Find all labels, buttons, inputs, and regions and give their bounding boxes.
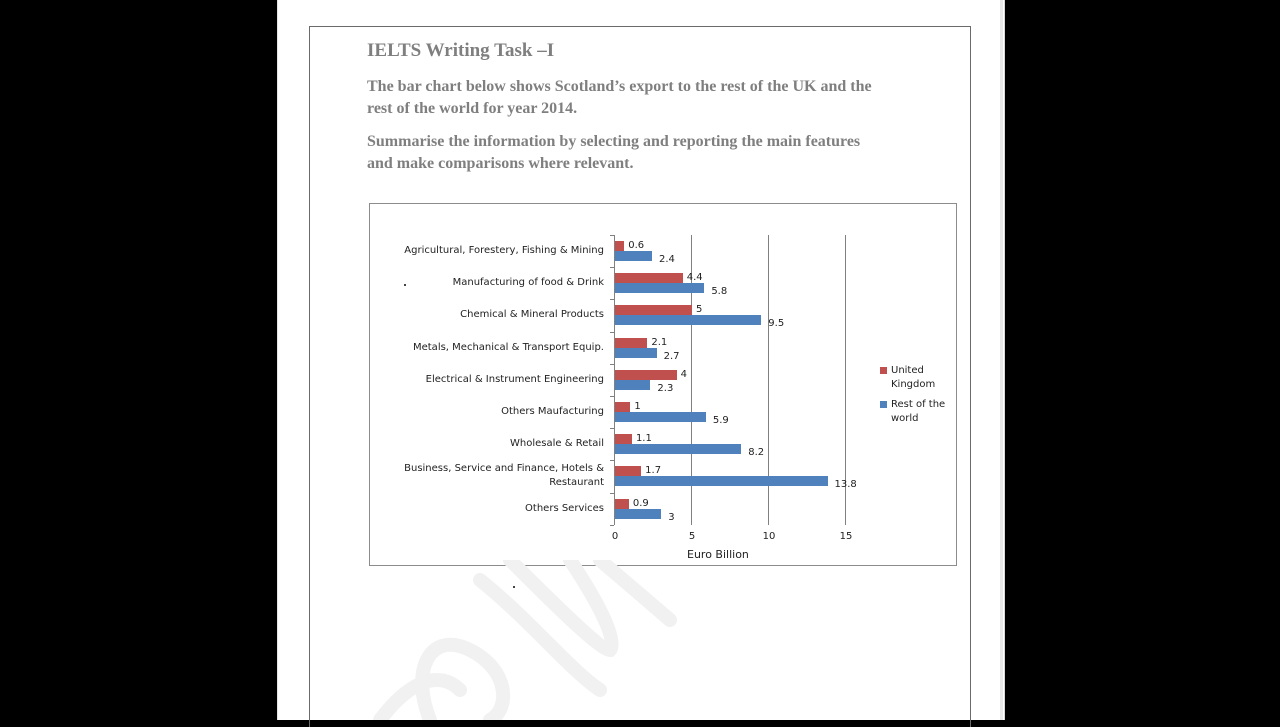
y-axis-tick (610, 396, 614, 397)
category-label: Wholesale & Retail (510, 438, 604, 450)
bar-world (615, 348, 657, 358)
y-axis-tick (610, 332, 614, 333)
x-tick-label: 15 (839, 530, 853, 542)
data-label: 9.5 (768, 318, 785, 330)
data-label: 2.4 (658, 254, 675, 265)
task-instruction-line: and make comparisons where relevant. (367, 155, 634, 172)
legend-swatch-world (880, 401, 887, 408)
y-axis-tick (610, 493, 614, 494)
bar-uk (615, 241, 624, 251)
y-axis-tick (610, 525, 614, 526)
data-label: 0.6 (628, 240, 645, 251)
data-label: 4 (680, 368, 687, 380)
task-instruction-line: Summarise the information by selecting and reporting the main features (367, 133, 861, 150)
category-label: Metals, Mechanical & Transport Equip. (412, 341, 604, 353)
data-label: 1 (634, 401, 641, 412)
data-label: 5 (696, 304, 703, 316)
stray-dot (513, 586, 515, 588)
bar-uk (615, 466, 641, 476)
bar-world (615, 251, 652, 261)
y-axis-tick (610, 428, 614, 429)
data-label: 2.7 (663, 350, 680, 362)
legend-label-world: Rest of the world (891, 399, 946, 424)
bar-world (615, 476, 828, 486)
legend-swatch-uk (880, 367, 887, 374)
bar-world (615, 509, 661, 519)
bar-uk (615, 370, 677, 380)
category-label: Business, Service and Finance, Hotels & Restaurant (404, 463, 604, 489)
data-label: 0.9 (632, 497, 649, 509)
category-label: Manufacturing of food & Drink (452, 277, 604, 289)
task-instruction (367, 131, 927, 175)
bar-world (615, 412, 706, 422)
data-label: 2.3 (657, 382, 674, 394)
category-label: Others Maufacturing (501, 406, 604, 417)
legend-label-uk: United Kingdom (891, 365, 936, 390)
data-label: 2.1 (651, 336, 668, 348)
bar-uk (615, 402, 630, 412)
x-tick-label: 10 (762, 530, 776, 542)
category-label: Agricultural, Forestery, Fishing & Mining (404, 245, 604, 256)
task-prompt-line: The bar chart below shows Scotland’s export to the rest of the UK and the (367, 78, 872, 95)
y-axis-tick (610, 364, 614, 365)
y-axis-tick (610, 267, 614, 268)
bar-uk (615, 434, 632, 444)
data-label: 4.4 (686, 272, 703, 284)
data-label: 3 (668, 511, 675, 523)
data-label: 5.8 (711, 286, 728, 298)
data-label: 13.8 (834, 479, 857, 491)
x-tick-label: 0 (611, 530, 619, 542)
x-axis-label: Euro Billion (687, 548, 749, 561)
data-label: 8.2 (748, 447, 765, 459)
y-axis-tick (610, 235, 614, 236)
y-axis-tick (610, 460, 614, 461)
bar-world (615, 444, 741, 454)
task-title: IELTS Writing Task –I (367, 40, 555, 61)
task-prompt-line: rest of the world for year 2014. (367, 100, 578, 117)
y-axis-tick (610, 299, 614, 300)
category-label: Chemical & Mineral Products (460, 309, 604, 321)
task-prompt (367, 76, 927, 120)
bar-uk (615, 499, 629, 509)
stray-dot (404, 284, 406, 286)
data-label: 1.7 (645, 465, 662, 477)
data-label: 1.1 (635, 433, 652, 445)
bar-world (615, 315, 761, 325)
legend-item-uk (880, 364, 960, 392)
bar-world (615, 283, 704, 293)
bar-uk (615, 338, 647, 348)
data-label: 5.9 (712, 415, 729, 426)
bar-chart (369, 203, 957, 566)
legend-item-world (880, 398, 960, 426)
bar-uk (615, 273, 683, 283)
category-label: Electrical & Instrument Engineering (425, 373, 604, 385)
category-label: Others Services (525, 502, 604, 514)
x-tick-label: 5 (688, 530, 696, 542)
page-edge (1000, 0, 1003, 720)
bar-world (615, 380, 650, 390)
bar-uk (615, 305, 692, 315)
